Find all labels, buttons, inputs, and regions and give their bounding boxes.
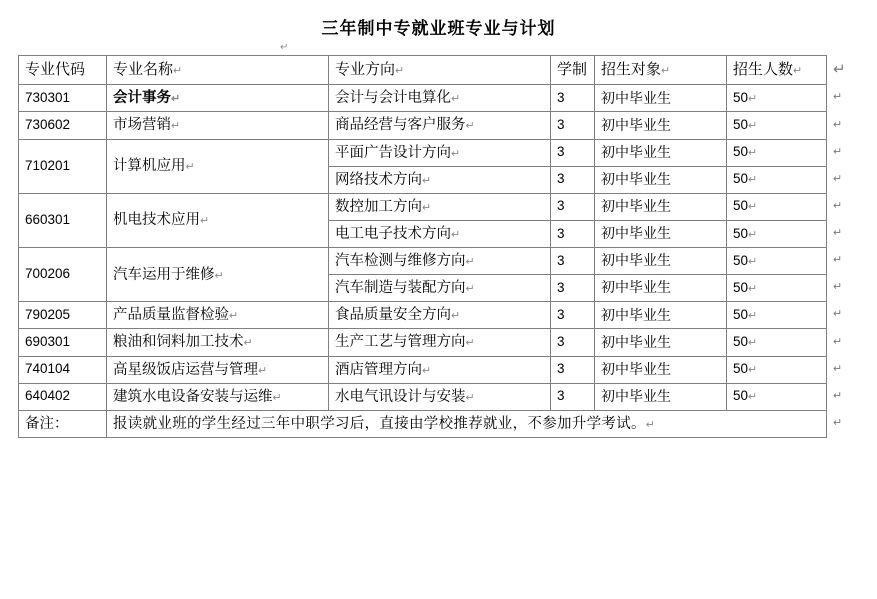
cell-count (727, 166, 827, 193)
cell-target: 初中毕业生 (595, 329, 727, 356)
cell-name (107, 85, 329, 112)
pilcrow-icon: ↵ (171, 93, 181, 106)
note-text-label: 报读就业班的学生经过三年中职学习后，直接由学校推荐就业，不参加升学考试。 (113, 415, 646, 432)
pilcrow-icon: ↵ (748, 92, 758, 105)
pilcrow-icon: ↵ (748, 201, 758, 214)
cell-code: 730301 (19, 85, 107, 112)
pilcrow-icon: ↵ (465, 391, 475, 404)
pilcrow-icon: ↵ (171, 120, 181, 133)
row-end-mark: ↵ (833, 362, 843, 375)
cell-name-label: 建筑水电设备安装与运维 (113, 388, 273, 405)
row-end-mark: ↵ (833, 227, 843, 240)
pilcrow-icon: ↵ (465, 337, 475, 350)
cell-direction-label: 商品经营与客户服务 (335, 117, 466, 134)
cell-direction-label: 平面广告设计方向 (335, 144, 451, 161)
cell-count (727, 329, 827, 356)
cell-name (107, 248, 329, 302)
cell-count (727, 112, 827, 139)
majors-plan-table (18, 55, 860, 438)
cell-direction (329, 220, 551, 247)
cell-name (107, 139, 329, 193)
pilcrow-icon: ↵ (748, 282, 758, 295)
cell-years: 3 (551, 248, 595, 275)
header-target (595, 56, 727, 85)
cell-code: 690301 (19, 329, 107, 356)
cell-direction-label: 食品质量安全方向 (335, 307, 451, 324)
cell-years: 3 (551, 193, 595, 220)
pilcrow-icon: ↵ (451, 228, 461, 241)
cell-code: 740104 (19, 356, 107, 383)
pilcrow-icon: ↵ (748, 364, 758, 377)
pilcrow-icon: ↵ (422, 174, 432, 187)
cell-direction-label: 汽车制造与装配方向 (335, 280, 466, 297)
cell-name-label: 产品质量监督检验 (113, 307, 229, 324)
pilcrow-icon: ↵ (422, 201, 432, 214)
cell-direction-label: 数控加工方向 (335, 198, 422, 215)
cell-name-label: 会计事务 (113, 90, 171, 107)
cell-years: 3 (551, 139, 595, 166)
cell-name (107, 112, 329, 139)
cell-direction (329, 193, 551, 220)
cell-count-label: 50 (733, 334, 749, 349)
cell-target: 初中毕业生 (595, 383, 727, 410)
row-end-mark: ↵ (833, 335, 843, 348)
table-row (19, 302, 860, 329)
cell-code: 700206 (19, 248, 107, 302)
cell-count (727, 193, 827, 220)
cell-years: 3 (551, 112, 595, 139)
row-end-mark: ↵ (833, 172, 843, 185)
note-label: 备注： (19, 410, 107, 437)
cell-target: 初中毕业生 (595, 248, 727, 275)
table-header-row (19, 56, 860, 85)
cell-direction (329, 356, 551, 383)
table-row (19, 193, 860, 220)
pilcrow-icon: ↵ (748, 120, 758, 132)
cell-direction (329, 139, 551, 166)
cell-target: 初中毕业生 (595, 302, 727, 329)
pilcrow-icon: ↵ (748, 228, 758, 241)
cell-direction (329, 275, 551, 302)
row-end-mark: ↵ (833, 389, 843, 402)
pilcrow-icon: ↵ (748, 147, 758, 160)
pilcrow-icon: ↵ (465, 256, 475, 268)
table-row (19, 139, 860, 166)
cell-target: 初中毕业生 (595, 139, 727, 166)
table-row (19, 356, 860, 383)
row-end-mark: ↵ (833, 281, 843, 294)
header-target-label: 招生对象 (601, 60, 662, 78)
table-row (19, 112, 860, 139)
cell-direction-label: 水电气讯设计与安装 (335, 388, 466, 405)
cell-direction (329, 329, 551, 356)
table-note-row (19, 410, 860, 437)
cell-count-label: 50 (733, 388, 749, 404)
cell-direction-label: 会计与会计电算化 (335, 90, 451, 107)
row-end-mark: ↵ (833, 60, 846, 78)
pilcrow-icon: ↵ (645, 418, 656, 431)
cell-count-label: 50 (733, 198, 749, 214)
page-title: 三年制中专就业班专业与计划 (321, 19, 556, 38)
cell-name-label: 市场营销 (113, 117, 171, 134)
cell-target: 初中毕业生 (595, 220, 727, 247)
pilcrow-icon: ↵ (272, 391, 282, 404)
cell-count (727, 220, 827, 247)
pilcrow-icon: ↵ (451, 310, 461, 323)
pilcrow-icon: ↵ (748, 391, 758, 404)
row-end-mark: ↵ (833, 145, 843, 158)
pilcrow-icon: ↵ (748, 174, 758, 187)
row-end-mark: ↵ (833, 199, 843, 212)
cell-count-label: 50 (733, 361, 749, 377)
row-end-mark: ↵ (833, 254, 843, 267)
cell-code: 730602 (19, 112, 107, 139)
cell-target: 初中毕业生 (595, 85, 727, 112)
table-row (19, 248, 860, 275)
pilcrow-icon: ↵ (200, 215, 210, 228)
pilcrow-icon: ↵ (395, 64, 405, 77)
cell-count (727, 275, 827, 302)
stray-mark: ↵ (280, 42, 289, 53)
cell-name-label: 汽车运用于维修 (113, 266, 215, 283)
pilcrow-icon: ↵ (451, 147, 461, 160)
row-end-mark: ↵ (833, 91, 843, 104)
cell-direction-label: 酒店管理方向 (335, 361, 422, 378)
pilcrow-icon: ↵ (748, 309, 758, 322)
cell-name-label: 高星级饭店运营与管理 (113, 361, 258, 378)
header-count-label: 招生人数 (733, 60, 794, 78)
cell-direction-label: 生产工艺与管理方向 (335, 334, 466, 351)
cell-target: 初中毕业生 (595, 112, 727, 139)
cell-direction-label: 汽车检测与维修方向 (335, 253, 466, 269)
pilcrow-icon: ↵ (748, 337, 758, 349)
header-direction-label: 专业方向 (335, 60, 396, 78)
row-end-mark: ↵ (833, 416, 843, 429)
cell-count (727, 302, 827, 329)
cell-count-label: 50 (733, 252, 749, 268)
cell-count-label: 50 (733, 171, 749, 187)
plan-table-container (18, 42, 859, 438)
cell-direction (329, 112, 551, 139)
cell-count (727, 356, 827, 383)
pilcrow-icon: ↵ (451, 93, 461, 106)
cell-count-label: 50 (733, 144, 749, 160)
cell-direction (329, 248, 551, 275)
cell-name (107, 383, 329, 410)
cell-direction (329, 302, 551, 329)
cell-name-label: 机电技术应用 (113, 212, 200, 229)
cell-years: 3 (551, 275, 595, 302)
cell-code: 710201 (19, 139, 107, 193)
cell-count (727, 139, 827, 166)
cell-years: 3 (551, 220, 595, 247)
table-row (19, 85, 860, 112)
header-name (107, 56, 329, 85)
header-code: 专业代码 (19, 56, 107, 85)
cell-years: 3 (551, 302, 595, 329)
cell-count-label: 50 (733, 279, 749, 295)
cell-count-label: 50 (733, 117, 749, 132)
cell-target: 初中毕业生 (595, 193, 727, 220)
row-end-mark: ↵ (833, 308, 843, 321)
pilcrow-icon: ↵ (258, 364, 268, 377)
table-row (19, 383, 860, 410)
cell-name (107, 302, 329, 329)
cell-direction (329, 85, 551, 112)
pilcrow-icon: ↵ (243, 337, 253, 350)
cell-target: 初中毕业生 (595, 356, 727, 383)
cell-direction-label: 电工电子技术方向 (335, 225, 451, 242)
pilcrow-icon: ↵ (214, 269, 224, 282)
pilcrow-icon: ↵ (793, 64, 803, 77)
header-name-label: 专业名称 (113, 60, 174, 78)
cell-count-label: 50 (733, 89, 749, 105)
cell-name (107, 329, 329, 356)
cell-code: 640402 (19, 383, 107, 410)
note-text (107, 410, 827, 437)
cell-count (727, 85, 827, 112)
cell-direction-label: 网络技术方向 (335, 171, 422, 188)
cell-count-label: 50 (733, 225, 749, 241)
pilcrow-icon: ↵ (661, 64, 671, 77)
cell-code: 660301 (19, 193, 107, 247)
cell-name (107, 356, 329, 383)
cell-target: 初中毕业生 (595, 166, 727, 193)
cell-direction (329, 383, 551, 410)
cell-count (727, 383, 827, 410)
cell-direction (329, 166, 551, 193)
cell-years: 3 (551, 356, 595, 383)
cell-count (727, 248, 827, 275)
pilcrow-icon: ↵ (422, 364, 432, 377)
pilcrow-icon: ↵ (748, 255, 758, 268)
cell-years: 3 (551, 329, 595, 356)
cell-name-label: 粮油和饲料加工技术 (113, 334, 244, 351)
cell-name (107, 193, 329, 247)
pilcrow-icon: ↵ (173, 64, 183, 77)
pilcrow-icon: ↵ (465, 120, 475, 133)
header-count (727, 56, 827, 85)
header-years: 学制 (551, 56, 595, 85)
row-end-mark: ↵ (833, 118, 843, 131)
header-direction (329, 56, 551, 85)
pilcrow-icon: ↵ (465, 283, 475, 296)
cell-years: 3 (551, 85, 595, 112)
pilcrow-icon: ↵ (229, 310, 239, 323)
cell-code: 790205 (19, 302, 107, 329)
cell-count-label: 50 (733, 306, 749, 322)
cell-years: 3 (551, 383, 595, 410)
cell-target: 初中毕业生 (595, 275, 727, 302)
cell-name-label: 计算机应用 (113, 158, 186, 175)
table-row (19, 329, 860, 356)
cell-years: 3 (551, 166, 595, 193)
pilcrow-icon: ↵ (185, 161, 195, 174)
